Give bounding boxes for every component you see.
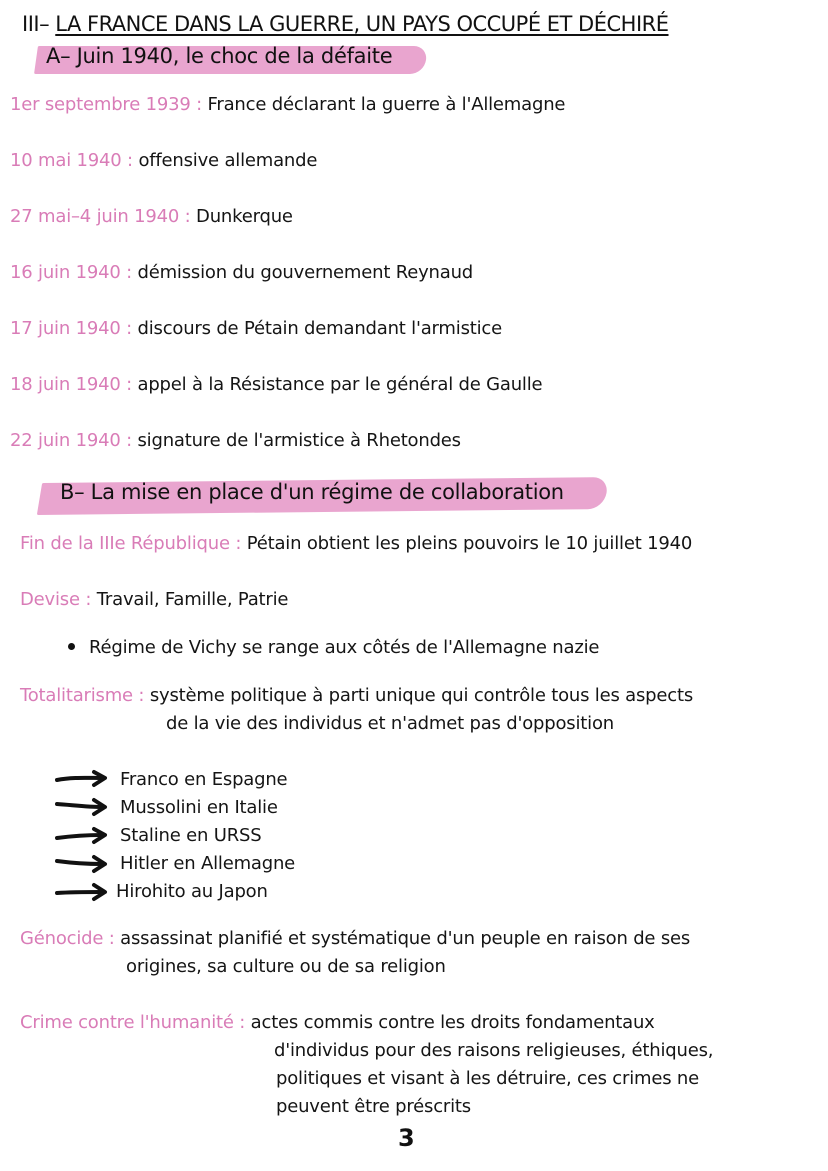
definition-key: Fin de la IIIe République : [20,533,242,554]
definition-key: Totalitarisme : [20,685,145,706]
definition-text-line-1: système politique à parti unique qui contrôle tous les aspects [149,685,694,706]
timeline-text: discours de Pétain demandant l'armistice [137,318,502,339]
definition-crime [20,1012,655,1033]
list-item [120,853,295,874]
list-item [116,881,268,902]
dictator-text: Mussolini en Italie [120,797,278,818]
timeline-date: 10 mai 1940 : [10,150,133,171]
dictator-text: Staline en URSS [120,825,262,846]
definition-key: Devise : [20,589,92,610]
title-prefix: III– [22,12,56,36]
definition-text-line-2: origines, sa culture ou de sa religion [126,956,446,977]
timeline-date: 27 mai–4 juin 1940 : [10,206,191,227]
list-item [120,769,287,790]
timeline-text: France déclarant la guerre à l'Allemagne [207,94,566,115]
title-text: LA FRANCE DANS LA GUERRE, UN PAYS OCCUPÉ ET DÉCHIRÉ [55,12,669,36]
timeline-entry [10,262,473,283]
timeline-date: 18 juin 1940 : [10,374,132,395]
timeline-entry [10,206,293,227]
definition-crime-cont [276,1096,471,1117]
definition-text-line-1: actes commis contre les droits fondamentaux [250,1012,655,1033]
list-item [120,825,261,846]
timeline-date: 1er septembre 1939 : [10,94,203,115]
timeline-text: démission du gouvernement Reynaud [137,262,474,283]
definition-key: Génocide : [20,928,115,949]
definition-text-line-2: de la vie des individus et n'admet pas d'opposition [166,713,614,734]
timeline-text: appel à la Résistance par le général de Gaulle [137,374,543,395]
timeline-entry [10,94,565,115]
dictator-text: Hirohito au Japon [116,881,268,902]
section-b-heading: B– La mise en place d'un régime de collaboration [60,480,564,504]
definition-text-line-1: assassinat planifié et systématique d'un peuple en raison de ses [120,928,691,949]
page-number: 3 [398,1124,415,1152]
list-item [120,797,278,818]
page-title [22,12,669,36]
definition-text-line-2: d'individus pour des raisons religieuses, éthiques, [274,1040,714,1061]
definition-crime-cont [274,1040,713,1061]
definition-text: Travail, Famille, Patrie [96,589,289,610]
definition-genocide [20,928,690,949]
definition-text-line-4: peuvent être préscrits [276,1096,471,1117]
definition-key: Crime contre l'humanité : [20,1012,246,1033]
definition-genocide-cont [126,956,446,977]
arrow-right-icon [54,825,110,847]
definition-totalitarisme-cont [166,713,614,734]
bullet-item [68,637,599,658]
timeline-date: 16 juin 1940 : [10,262,132,283]
section-a-heading: A– Juin 1940, le choc de la défaite [46,44,393,68]
bullet-dot-icon [68,643,75,650]
arrow-right-icon [54,768,110,790]
timeline-entry [10,430,461,451]
definition-text: Pétain obtient les pleins pouvoirs le 10 juillet 1940 [246,533,693,554]
timeline-text: offensive allemande [138,150,318,171]
definition-text-line-3: politiques et visant à les détruire, ces crimes ne [276,1068,699,1089]
definition-fin-republique [20,533,692,554]
definition-totalitarisme [20,685,693,706]
dictator-text: Hitler en Allemagne [120,853,296,874]
timeline-text: signature de l'armistice à Rhetondes [137,430,461,451]
timeline-date: 22 juin 1940 : [10,430,132,451]
bullet-text: Régime de Vichy se range aux côtés de l'Allemagne nazie [89,637,600,658]
arrow-right-icon [54,853,110,875]
timeline-entry [10,374,542,395]
timeline-entry [10,318,502,339]
timeline-entry [10,150,317,171]
definition-crime-cont [276,1068,699,1089]
arrow-right-icon [54,796,110,818]
definition-devise [20,589,288,610]
timeline-text: Dunkerque [196,206,293,227]
timeline-date: 17 juin 1940 : [10,318,132,339]
dictator-text: Franco en Espagne [120,769,288,790]
arrow-right-icon [54,881,110,903]
